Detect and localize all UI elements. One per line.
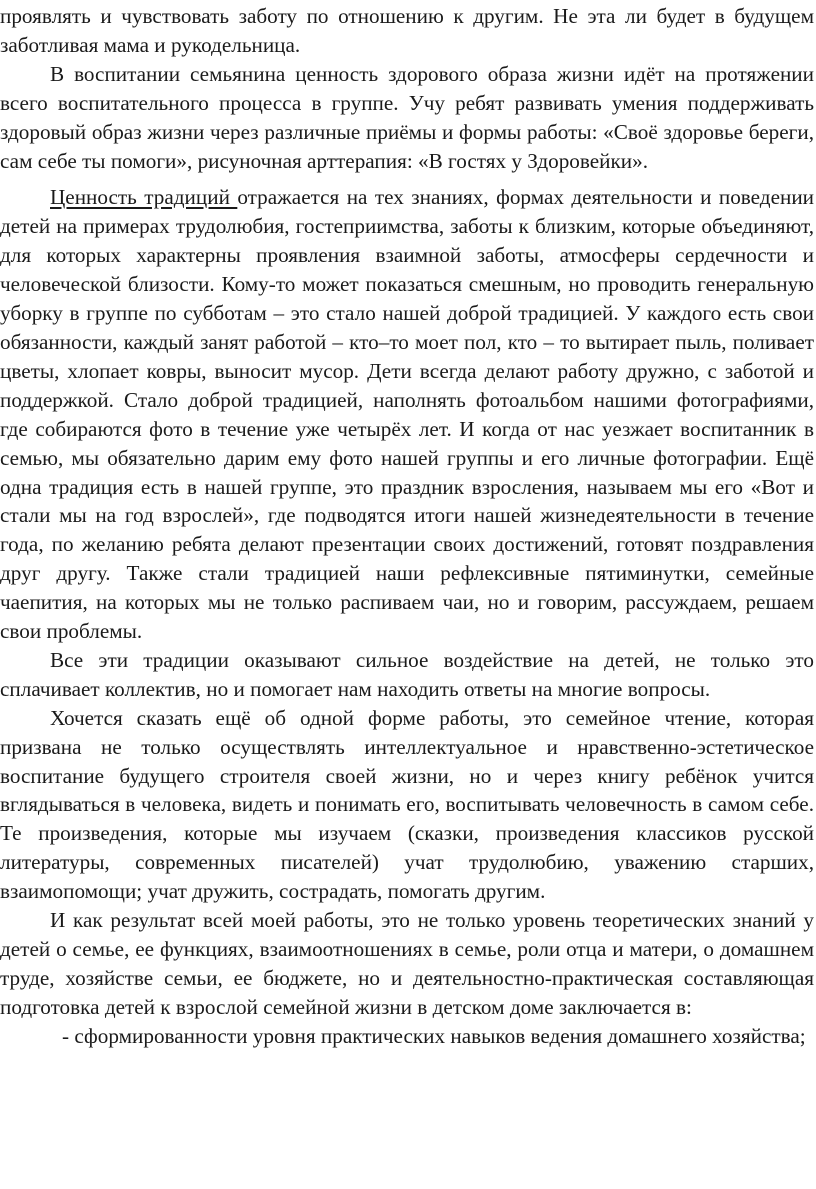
traditions-body-text: отражается на тех знаниях, формах деятельности и поведении детей на примерах трудолюбия, гостеприимства, заботы к близким, которые объединяют, для которых характерны проявления взаимной заботы, атмосферы сердечности и человеческой близости. Кому-то может показаться смешным, но проводить генеральную уборку в группе по субботам – это стало нашей доброй традицией. У каждого есть свои обязанности, каждый занят работой – кто–то моет пол, кто – то вытирает пыль, поливает цветы, хлопает ковры, выносит мусор. Дети всегда делают работу дружно, с заботой и поддержкой. Стало доброй традицией, наполнять фотоальбом нашими фотографиями, где собираются фото в течение уже четырёх лет. И когда от нас уезжает воспитанник в семью, мы обязательно дарим ему фото нашей группы и его личные фотографии. Ещё одна традиция есть в нашей группе, это праздник взросления, называем мы его «Вот и стали мы на год взрослей», где подводятся итоги нашей жизнедеятельности в течение года, по желанию ребята делают презентации своих достижений, готовят поздравления друг другу. Также стали традицией наши рефлексивные пятиминутки, семейные чаепития, на которых мы не только распиваем чаи, но и говорим, рассуждаем, решаем свои проблемы. <box>0 185 814 644</box>
paragraph-healthy-lifestyle: В воспитании семьянина ценность здорового образа жизни идёт на протяжении всего воспитательного процесса в группе. Учу ребят развивать умения поддерживать здоровый образ жизни через различные приёмы и формы работы: «Своё здоровье береги, сам себе ты помоги», рисуночная арттерапия: «В гостях у Здоровейки». <box>0 61 814 173</box>
paragraph-results: И как результат всей моей работы, это не только уровень теоретических знаний у детей о семье, ее функциях, взаимоотношениях в семье, роли отца и матери, о домашнем труде, хозяйстве семьи, ее бюджете, но и деятельностно-практическая составляющая подготовка детей к взрослой семейной жизни в детском доме заключается в: <box>0 908 814 1019</box>
paragraph-family-reading: Хочется сказать ещё об одной форме работы, это семейное чтение, которая призвана не только осуществлять интеллектуальное и нравственно-эстетическое воспитание будущего строителя своей жизни, но и через книгу ребёнок учится вглядываться в человека, видеть и понимать его, воспитывать человечность в самом себе. Те произведения, которые мы изучаем (сказки, произведения классиков русской литературы, современных писателей) учат трудолюбию, уважению старших, взаимопомощи; учат дружить, сострадать, помогать другим. <box>0 705 814 904</box>
paragraph-traditions-impact: Все эти традиции оказывают сильное воздействие на детей, не только это сплачивает коллектив, но и помогает нам находить ответы на многие вопросы. <box>0 647 814 701</box>
list-item-practical-skills: - сформированности уровня практических навыков ведения домашнего хозяйства; <box>62 1023 806 1048</box>
paragraph-traditions <box>0 183 814 646</box>
paragraph-continuation: проявлять и чувствовать заботу по отношению к другим. Не эта ли будет в будущем заботливая мама и рукодельница. <box>0 4 814 57</box>
traditions-heading-underlined: Ценность традиций <box>50 185 238 210</box>
